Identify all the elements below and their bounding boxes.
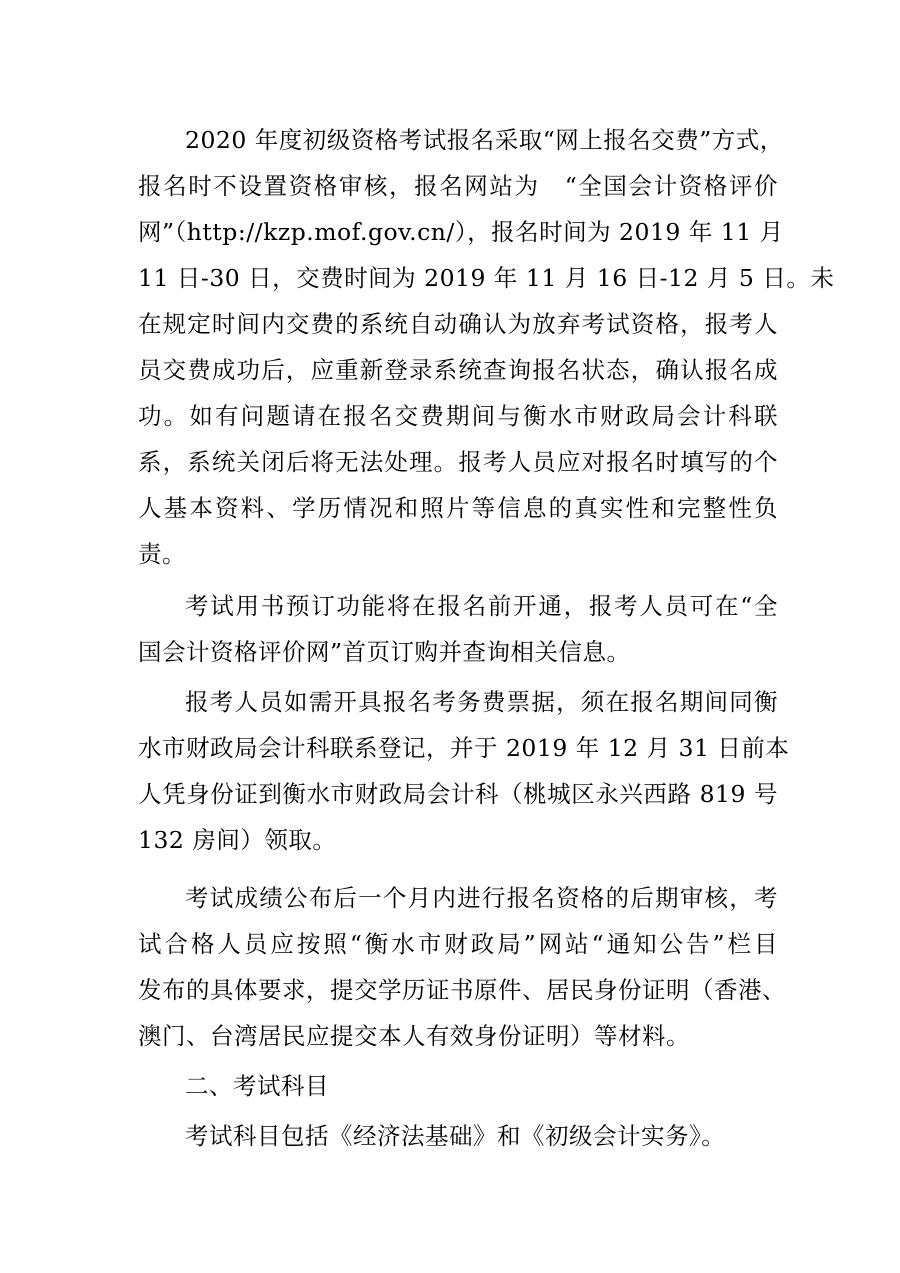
- text-line: 试合格人员应按照“衡水市财政局”网站“通知公告”栏目: [138, 930, 778, 958]
- text-line: 系，系统关闭后将无法处理。报考人员应对报名时填写的个: [138, 448, 778, 476]
- text-line: 功。如有问题请在报名交费期间与衡水市财政局会计科联: [138, 402, 778, 430]
- text-line: 水市财政局会计科联系登记，并于 2019 年 12 月 31 日前本: [138, 734, 790, 762]
- text-line: 132 房间）领取。: [138, 826, 337, 854]
- text-line: 澳门、台湾居民应提交本人有效身份证明）等材料。: [138, 1022, 690, 1050]
- text-line: 考试科目包括《经济法基础》和《初级会计实务》。: [185, 1122, 726, 1150]
- text-line: 在规定时间内交费的系统自动确认为放弃考试资格，报考人: [138, 310, 778, 338]
- text-line: 11 日-30 日，交费时间为 2019 年 11 月 16 日-12 月 5 日。未: [138, 264, 835, 292]
- text-line: 人基本资料、学历情况和照片等信息的真实性和完整性负: [138, 494, 778, 522]
- text-line: 网”（http://kzp.mof.gov.cn/），报名时间为 2019 年 11 月: [138, 218, 784, 246]
- text-line: 考试用书预订功能将在报名前开通，报考人员可在“全: [185, 592, 778, 620]
- text-line: 发布的具体要求，提交学历证书原件、居民身份证明（香港、: [138, 976, 786, 1004]
- text-line: 报考人员如需开具报名考务费票据，须在报名期间同衡: [185, 688, 778, 716]
- text-line: 报名时不设置资格审核，报名网站为 “全国会计资格评价: [138, 172, 778, 200]
- heading-text: 二、考试科目: [185, 1072, 329, 1100]
- text-line: 考试成绩公布后一个月内进行报名资格的后期审核，考: [185, 884, 778, 912]
- text-line: 员交费成功后，应重新登录系统查询报名状态，确认报名成: [138, 356, 778, 384]
- text-line: 2020 年度初级资格考试报名采取“网上报名交费”方式，: [185, 126, 784, 154]
- text-line: 责。: [138, 540, 186, 568]
- text-line: 人凭身份证到衡水市财政局会计科（桃城区永兴西路 819 号: [138, 780, 778, 808]
- text-line: 国会计资格评价网”首页订购并查询相关信息。: [138, 638, 631, 666]
